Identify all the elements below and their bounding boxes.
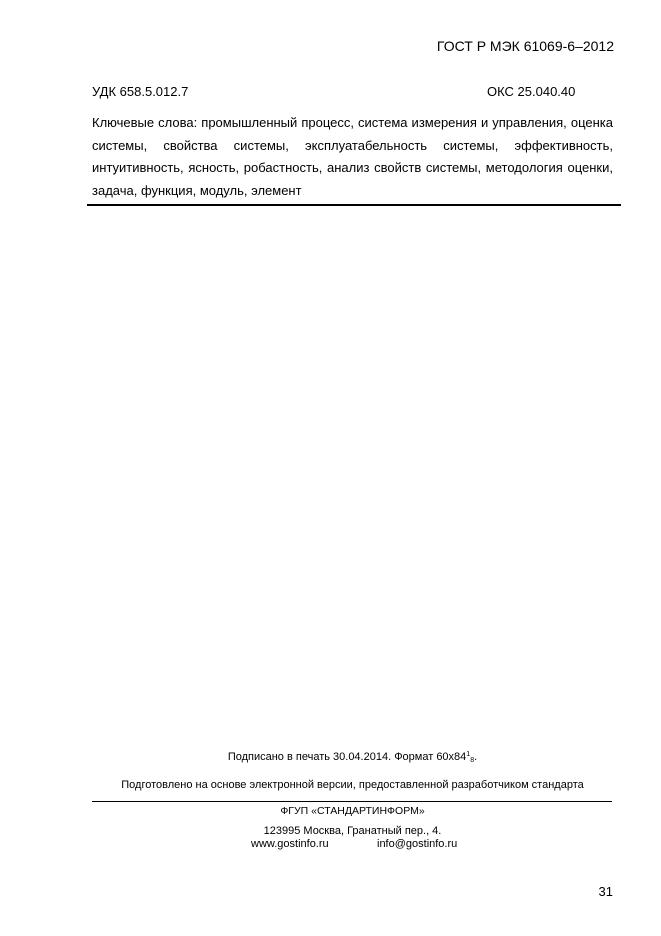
format-subscript: 8	[470, 757, 475, 764]
website-link[interactable]: www.gostinfo.ru	[251, 838, 329, 850]
bottom-divider	[92, 801, 612, 802]
oks-code: ОКС 25.040.40	[487, 84, 576, 99]
format-superscript: 1	[466, 751, 471, 758]
signed-text: Подписано в печать 30.04.2014. Формат 60х84	[227, 751, 467, 763]
signed-suffix: .	[474, 751, 478, 763]
signed-to-print	[92, 751, 613, 764]
document-header: ГОСТ Р МЭК 61069-6–2012	[436, 38, 614, 54]
publisher-address: 123995 Москва, Гранатный пер., 4.	[263, 825, 442, 837]
udk-code: УДК 658.5.012.7	[92, 84, 189, 99]
page-number: 31	[598, 884, 613, 899]
prepared-note: Подготовлено на основе электронной версии, предоставленной разработчиком стандарта	[121, 779, 584, 791]
top-divider	[87, 204, 621, 206]
publisher-name: ФГУП «СТАНДАРТИНФОРМ»	[280, 805, 425, 817]
keywords-paragraph: Ключевые слова: промышленный процесс, система измерения и управления, оценка системы, свойства системы, эксплуатабельность системы, эффективность, интуитивность, ясность, робастность, анализ свойств системы, методология оценки, задача, функция, модуль, элемент	[92, 115, 613, 198]
email-link[interactable]: info@gostinfo.ru	[377, 838, 458, 850]
